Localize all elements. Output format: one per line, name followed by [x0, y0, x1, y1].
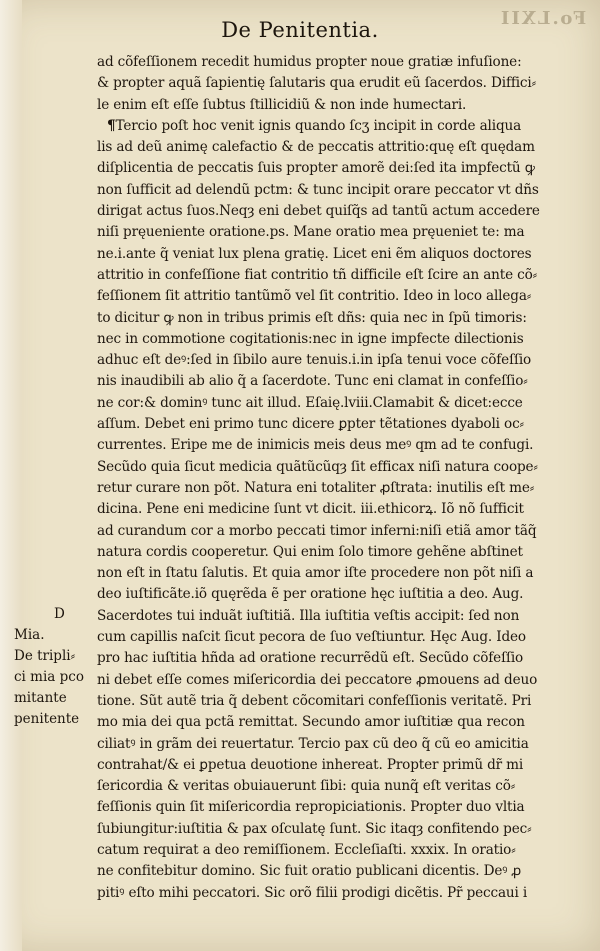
text-line: ne confitebitur domino. Sic fuit oratio publicani dicentis. Deꝰ ꝓ [97, 863, 522, 880]
text-line: dirigat actus ſuos.Neqȝ eni debet quiſq̃s ad tantũ actum accedere [97, 203, 540, 220]
text-line: deo iuſtificãte.iõ quęrẽda ẽ per oratione hęc iuſtitia a deo. Aug. [97, 586, 524, 603]
text-line: Sacerdotes tui induãt iuſtitiã. Illa iuſtitia veſtis accipit: ſed non [97, 607, 520, 624]
text-line: nec in commotione cogitationis:nec in igne impfecte dilectionis [97, 330, 524, 347]
text-line: natura cordis cooperetur. Qui enim ſolo timore gehẽne abſtinet [97, 543, 523, 560]
marginal-note: D [54, 606, 65, 622]
bleed-through-folio: Fo.LXII [498, 8, 586, 29]
text-line: & propter aquã ſapientię ſalutaris qua erudit eũ ſacerdos. Diffici⸗ [97, 75, 536, 92]
text-line: le enim eſt eſſe ſubtus ſtillicidiũ & non inde humectari. [97, 96, 467, 113]
text-line: diſplicentia de peccatis ſuis propter amorẽ dei:ſed ita impfectũ ꝙ [97, 160, 535, 177]
text-line: Secũdo quia ſicut medicia quãtũcũqȝ ſit efficax niſi natura coope⸗ [97, 458, 538, 475]
text-line: niſi pręueniente oratione.ps. Mane oratio mea pręueniet te: ma [97, 224, 525, 241]
text-line: feſſionem ſit attritio tantũmõ vel ſit contritio. Ideo in loco allega⸗ [97, 288, 532, 305]
text-line: to dicitur ꝙ non in tribus primis eſt dñs: quia nec in ſpũ timoris: [97, 309, 527, 326]
text-line: adhuc eſt deꝰ:ſed in ſibilo aure tenuis.i.in ipſa tenui voce cõfeſſio [97, 352, 532, 369]
paragraph-mark-icon: ¶ [107, 117, 116, 134]
text-line: pro hac iuſtitia hñda ad oratione recurrẽdũ eſt. Secũdo cõfeſſio [97, 650, 524, 667]
text-line: ni debet eſſe comes miſericordia dei peccatore ꝓmouens ad deuo [97, 671, 538, 688]
marginal-note: ci mia pco [14, 669, 84, 685]
running-head: De Penitentia. [221, 18, 379, 42]
text-line: cum capillis naſcit ſicut pecora de ſuo veſtiuntur. Hęc Aug. Ideo [97, 629, 526, 646]
text-line: ¶Tercio poſt hoc venit ignis quando ſcʒ incipit in corde aliqua [107, 117, 522, 134]
text-line: tione. Sũt autẽ tria q̃ debent cõcomitari confeſſionis veritatẽ. Pri [97, 692, 532, 709]
marginal-note: De tripli⸗ [14, 648, 76, 664]
text-line: dicina. Pene eni medicine ſunt vt dicit. iii.ethicorꝝ. Iõ nõ ſufficit [97, 501, 524, 518]
text-line: lis ad deũ animę calefactio & de peccatis attritio:quę eſt quędam [97, 139, 535, 156]
text-line: nis inaudibili ab alio q̃ a ſacerdote. Tunc eni clamat in confeſſio⸗ [97, 373, 528, 390]
text-line: retur curare non põt. Natura eni totaliter ꝓſtrata: inutilis eſt me⸗ [97, 479, 535, 496]
main-text-column [97, 52, 575, 904]
text-line: ſubiungitur:iuſtitia & pax oſculatę ſunt. Sic itaqȝ confitendo pec⸗ [97, 820, 532, 837]
text-line: ciliatꝰ in grãm dei reuertatur. Tercio pax cũ deo q̃ cũ eo amicitia [97, 735, 529, 752]
text-line: attritio in confeſſione fiat contritio tñ difficile eſt ſcire an ante cõ⸗ [97, 266, 538, 283]
marginal-note: mitante [14, 690, 67, 706]
text-line: non ſufficit ad delendũ pctm: & tunc incipit orare peccator vt dñs [97, 181, 539, 198]
marginal-notes [14, 604, 96, 730]
text-line: mo mia dei qua pctã remittat. Secundo amor iuſtitiæ qua recon [97, 714, 525, 731]
text-line: contrahat/& ei ꝑpetua deuotione inhereat. Propter primũ dr̃ mi [97, 756, 524, 773]
text-line: aſſum. Debet eni primo tunc dicere ꝑpter tẽtationes dyaboli oc⸗ [97, 416, 524, 433]
text-line: non eſt in ſtatu ſalutis. Et quia amor iſte procedere non põt niſi a [97, 565, 534, 582]
text-line: feſſionis quin ſit miſericordia repropiciationis. Propter duo vltia [97, 799, 525, 816]
text-line: pitiꝰ eſto mihi peccatori. Sic orõ filii prodigi dicẽtis. Pr̃ peccaui i [97, 884, 528, 901]
marginal-note: Mia. [14, 627, 45, 643]
text-line: catum requirat a deo remiſſionem. Eccleſiaſti. xxxix. In oratio⸗ [97, 841, 516, 858]
text-line: currentes. Eripe me de inimicis meis deus meꝰ qm ad te confugi. [97, 437, 534, 454]
text-line: ad cõfeſſionem recedit humidus propter noue gratiæ infuſione: [97, 54, 522, 70]
text-line: ne.i.ante q̃ veniat lux plena gratię. Licet eni ẽm aliquos doctores [97, 245, 532, 262]
text-line: ad curandum cor a morbo peccati timor inferni:niſi etiã amor tãq̃ [97, 522, 537, 539]
marginal-note: penitente [14, 711, 80, 727]
page-gutter [0, 0, 22, 951]
text-line: ne cor:& dominꝰ tunc ait illud. Eſaię.lviii.Clamabit & dicet:ecce [97, 394, 523, 411]
text-line: ſericordia & veritas obuiauerunt ſibi: quia nunq̃ eſt veritas cõ⸗ [97, 778, 516, 795]
